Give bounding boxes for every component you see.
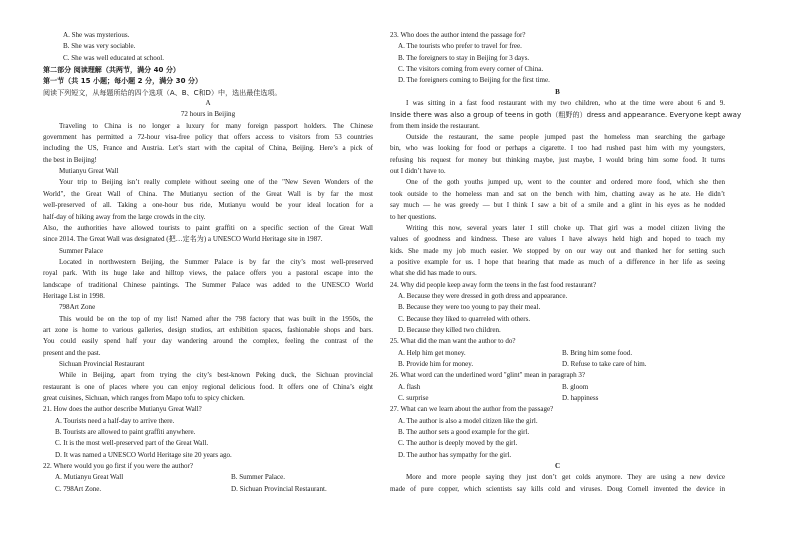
q27-option-d[interactable]: D. The author has sympathy for the girl. xyxy=(398,450,512,459)
q27-option-c[interactable]: C. The author is deeply moved by the girl. xyxy=(398,439,518,448)
passage-b-paragraph-2 xyxy=(390,132,725,177)
q25-option-c[interactable]: B. Provide him for money. xyxy=(398,359,474,368)
q25-options-row xyxy=(390,359,725,370)
q21-option-b[interactable]: B. Tourists are allowed to paint graffiti anywhere. xyxy=(55,428,196,437)
prev-option: C. She was well educated at school. xyxy=(63,53,164,62)
text-line: More and more people saying they just don’t get colds anymore. They are using a new device xyxy=(406,473,725,482)
q26-option-a[interactable]: A. flash xyxy=(398,382,421,391)
q24-option-d[interactable]: D. Because they killed two children. xyxy=(398,325,501,334)
question-21: 21. How does the author describe Mutianyu Great Wall? xyxy=(43,405,202,414)
q25-option-b[interactable]: B. Bring him some food. xyxy=(562,348,633,357)
q25-option-d[interactable]: D. Refuse to take care of him. xyxy=(562,359,647,368)
art-zone-paragraph xyxy=(43,314,373,359)
prev-option: B. She was very sociable. xyxy=(63,42,136,51)
q25-options-row xyxy=(390,348,725,359)
sichuan-paragraph xyxy=(43,370,373,404)
text-line: what she did has made to ours. xyxy=(390,269,477,278)
text-line: restaurant is one of places where you can enjoy regional delicious food. It offers one of China’s eight xyxy=(43,382,373,391)
passage-letter: A xyxy=(205,99,211,108)
right-column xyxy=(390,30,742,495)
text-line: Your trip to Beijing isn’t really complete without seeing one of the "New Seven Wonders of the xyxy=(59,178,373,187)
question-27: 27. What can we learn about the author from the passage? xyxy=(390,405,554,414)
subsection-title: 第一节（共 15 小题；每小题 2 分，满分 30 分） xyxy=(43,76,203,86)
text-line: government has permitted a 72-hour visa-free policy that offers access to visitors from 53 countries xyxy=(43,133,373,142)
mutianyu-paragraph xyxy=(43,177,373,245)
text-line: including the US, France and Austria. Let’s start with the capital of China, Beijing. Here’s a pick of xyxy=(43,144,373,153)
text-line: Inside there was also a group of teens in goth（粗野的）dress and appearance. Everyone kept away xyxy=(390,110,742,120)
q26-option-b[interactable]: B. gloom xyxy=(562,382,589,391)
q27-option-a[interactable]: A. The author is also a model citizen like the girl. xyxy=(398,416,538,425)
prev-option: A. She was mysterious. xyxy=(63,31,130,39)
question-24: 24. Why did people keep away form the teens in the fast food restaurant? xyxy=(390,280,597,289)
section-title: 第二部分 阅读理解（共两节，满分 40 分） xyxy=(43,65,180,75)
q26-option-c[interactable]: C. surprise xyxy=(398,394,429,402)
text-line: Also, the authorities have allowed tourists to paint graffiti on a specific section of the Great Wall xyxy=(43,223,373,232)
text-line: kids. She made my job much easier. We stopped by on our way out and thanked her for setting such xyxy=(390,246,725,255)
q26-options-row xyxy=(390,382,725,393)
left-column xyxy=(43,30,373,495)
q24-option-c[interactable]: C. Because they liked to quarreled with others. xyxy=(398,314,531,323)
q26-options-row xyxy=(390,393,725,404)
q23-option-c[interactable]: C. The visitors coming from every corner of China. xyxy=(398,65,544,74)
text-line: from them inside the restaurant. xyxy=(390,121,480,130)
text-line: World", the Great Wall of China. The Mutianyu section of the Great Wall is by far the most xyxy=(43,189,373,198)
sichuan-heading: Sichuan Provincial Restaurant xyxy=(59,359,145,368)
q24-option-b[interactable]: B. Because they were too young to pay their meal. xyxy=(398,303,541,312)
art-zone-heading: 798Art Zone xyxy=(59,303,96,312)
q22-option-c[interactable]: C. 798Art Zone. xyxy=(55,484,102,493)
text-line: values of goodness and kindness. These are values I have always held high and hoped to teach my xyxy=(390,235,725,244)
passage-letter: B xyxy=(555,87,560,96)
q26-option-d[interactable]: D. happiness xyxy=(562,394,599,402)
q22-option-b[interactable]: B. Summer Palace. xyxy=(231,473,286,482)
q23-option-a[interactable]: A. The tourists who prefer to travel for free. xyxy=(398,42,522,51)
q21-option-c[interactable]: C. It is the most well-preserved part of the Great Wall. xyxy=(55,439,209,448)
text-line: refusing his request for money but thinking maybe, just maybe, I would bring him some food. It turns xyxy=(390,155,725,164)
passage-c-paragraph-1 xyxy=(390,472,725,495)
text-line: One of the goth youths jumped up, went to the counter and ordered more food, which she then xyxy=(406,178,725,187)
text-line: Located in northwestern Beijing, the Summer Palace is by far the city’s most well-preserved xyxy=(59,257,373,266)
q23-option-d[interactable]: D. The foreigners coming to Beijing for the first time. xyxy=(398,76,550,85)
mutianyu-heading: Mutianyu Great Wall xyxy=(59,167,119,176)
text-line: While in Beijing, apart from trying the city’s best-known Peking duck, the Sichuan provincial xyxy=(59,371,373,380)
text-line: Outside the restaurant, the same people jumped past the homeless man searching the garbage xyxy=(406,133,725,142)
passage-title: 72 hours in Beijing xyxy=(180,110,236,119)
summer-palace-heading: Summer Palace xyxy=(59,246,104,255)
text-line: Heritage List in 1998. xyxy=(43,291,105,300)
summer-palace-paragraph xyxy=(43,257,373,302)
text-line: royal park. With its huge lake and hilltop views, the palace offers you a pastoral escape into the xyxy=(43,269,373,278)
q27-option-b[interactable]: B. The author sets a good example for the girl. xyxy=(398,428,530,437)
text-line: You could easily spend half your day wandering around the complex, feeling the contrast of the xyxy=(43,337,373,346)
question-26: 26. What word can the underlined word "glint" mean in paragraph 3? xyxy=(390,371,586,380)
q25-option-a[interactable]: A. Help him get money. xyxy=(398,348,466,357)
q22-options-row xyxy=(43,472,373,483)
instructions: 阅读下列短文，从每题所给的四个选项（A、B、C和D）中，选出最佳选项。 xyxy=(43,87,282,97)
q24-option-a[interactable]: A. Because they were dressed in goth dress and appearance. xyxy=(398,291,568,300)
q22-option-a[interactable]: A. Mutianyu Great Wall xyxy=(55,473,124,482)
text-line: Traveling to China is no longer a luxury for many foreign passport holders. The Chinese xyxy=(59,121,373,130)
question-22: 22. Where would you go first if you were the author? xyxy=(43,462,193,471)
text-line: half-day of hiking away from the large crowds in the city. xyxy=(43,212,206,221)
text-line: art zone is home to various galleries, design studios, art exhibition spaces, fashionable shops and bars. xyxy=(43,325,373,334)
question-25: 25. What did the man want the author to do? xyxy=(390,337,516,346)
q22-option-d[interactable]: D. Sichuan Provincial Restaurant. xyxy=(231,484,327,493)
q23-option-b[interactable]: B. The foreigners to stay in Beijing for 3 days. xyxy=(398,53,530,62)
text-line: I was sitting in a fast food restaurant with my two children, who at the time were about 6 and 9. xyxy=(406,99,725,108)
passage-b-paragraph-1 xyxy=(390,98,742,132)
q21-option-a[interactable]: A. Tourists need a half-day to arrive there. xyxy=(55,416,175,425)
text-line: say much — he was greedy — but I think I saw a bit of a smile and a glint in his eyes as he nodded xyxy=(390,201,725,210)
text-line: bin, who was looking for food or perhaps a cigarette. I too had rushed past him with my youngsters, xyxy=(390,144,725,153)
q21-option-d[interactable]: D. It was named a UNESCO World Heritage site 20 years ago. xyxy=(55,450,232,459)
passage-b-paragraph-4 xyxy=(390,223,725,280)
text-line: well-preserved of all. Taking a one-hour bus ride, Mutianyu would be your ideal location for a xyxy=(43,201,373,210)
text-line: landscape of traditional Chinese paintings. The Summer Palace was added to the UNESCO World xyxy=(43,280,373,289)
question-23: 23. Who does the author intend the passage for? xyxy=(390,31,526,39)
intro-paragraph xyxy=(43,121,373,166)
passage-c-letter: C xyxy=(554,462,561,471)
text-line: since 2014. The Great Wall was designated (把…定名为) a UNESCO World Heritage site in 1987. xyxy=(43,235,323,244)
q22-options-row xyxy=(43,484,373,495)
passage-b-paragraph-3 xyxy=(390,177,725,222)
text-line: present and the past. xyxy=(43,348,101,357)
text-line: great cuisines, Sichuan, which ranges from Mapo tofu to spicy chicken. xyxy=(43,394,245,402)
text-line: Writing this now, several years later I still choke up. That girl was a model citizen living the xyxy=(406,223,725,232)
text-line: This would be on the top of my list! Named after the 798 factory that was built in the 1950s, the xyxy=(59,314,373,323)
text-line: a positive example for us. I hope that hearing that made as much of a difference in her life as seeing xyxy=(390,257,725,266)
text-line: made of pure copper, which scientists say kills cold and viruses. Doug Cornell invented the device in xyxy=(390,484,725,493)
text-line: to her questions. xyxy=(390,212,437,221)
text-line: out I didn’t have to. xyxy=(390,167,446,176)
text-line: the best in Beijing! xyxy=(43,155,97,164)
text-line: took outside to the homeless man and sat on the bench with him, chatting away as he ate. He didn’t xyxy=(390,189,725,198)
